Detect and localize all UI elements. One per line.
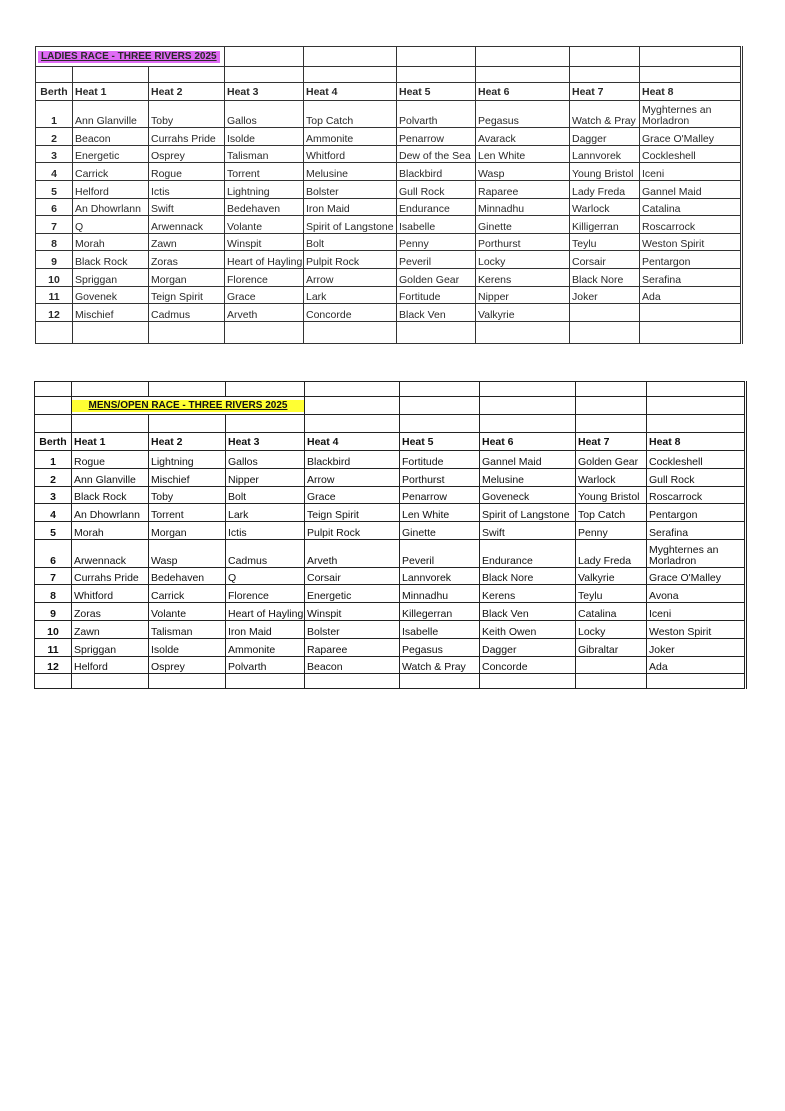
boat-name-cell: Ann Glanville <box>73 101 149 128</box>
boat-name-cell: Len White <box>400 504 480 522</box>
berth-number: 7 <box>36 216 73 234</box>
boat-name-cell: Pulpit Rock <box>304 251 397 269</box>
boat-name-cell: Kerens <box>480 585 576 603</box>
boat-name-cell: Morgan <box>149 522 226 540</box>
boat-name-cell: Isabelle <box>400 620 480 638</box>
boat-name-cell: Arwennack <box>72 539 149 567</box>
berth-number: 6 <box>36 198 73 216</box>
boat-name-cell: Ammonite <box>304 128 397 146</box>
boat-name-cell: Endurance <box>397 198 476 216</box>
boat-name-cell: Heart of Hayling <box>226 603 305 621</box>
column-header: Heat 4 <box>304 83 397 101</box>
boat-name-cell: Lightning <box>225 181 304 199</box>
boat-name-cell: Isabelle <box>397 216 476 234</box>
berth-number: 3 <box>36 145 73 163</box>
boat-name-cell: Bedehaven <box>225 198 304 216</box>
boat-name-cell: Teylu <box>570 233 640 251</box>
boat-name-cell: Spirit of Langstone <box>480 504 576 522</box>
table-row <box>35 504 746 522</box>
table-row <box>36 145 742 163</box>
berth-number: 3 <box>35 486 72 504</box>
boat-name-cell: Helford <box>72 656 149 674</box>
boat-name-cell: Locky <box>576 620 647 638</box>
boat-name-cell: Morah <box>72 522 149 540</box>
boat-name-cell: Florence <box>225 269 304 287</box>
boat-name-cell: Currahs Pride <box>72 567 149 585</box>
boat-name-cell: Currahs Pride <box>149 128 225 146</box>
boat-name-cell: Roscarrock <box>640 216 742 234</box>
table-row <box>35 539 746 567</box>
table-row <box>35 638 746 656</box>
ladies-race-table <box>35 46 743 344</box>
boat-name-cell: Whitford <box>304 145 397 163</box>
boat-name-cell: Ada <box>647 656 746 674</box>
table-row <box>35 620 746 638</box>
boat-name-cell: Watch & Pray <box>570 101 640 128</box>
mens-race-table <box>34 381 747 689</box>
boat-name-cell: Zoras <box>72 603 149 621</box>
boat-name-cell: Florence <box>226 585 305 603</box>
boat-name-cell: Grace <box>225 286 304 304</box>
boat-name-cell: Kerens <box>476 269 570 287</box>
berth-number: 5 <box>36 181 73 199</box>
boat-name-cell: Talisman <box>225 145 304 163</box>
boat-name-cell: Watch & Pray <box>400 656 480 674</box>
berth-number: 2 <box>35 468 72 486</box>
mens-title-cell <box>72 397 305 415</box>
boat-name-cell: Corsair <box>305 567 400 585</box>
boat-name-cell: Goveneck <box>480 486 576 504</box>
boat-name-cell: Peveril <box>400 539 480 567</box>
boat-name-cell: Bolster <box>304 181 397 199</box>
column-header: Heat 5 <box>400 433 480 451</box>
table-row <box>35 585 746 603</box>
boat-name-cell: Carrick <box>149 585 226 603</box>
boat-name-cell: Govenek <box>73 286 149 304</box>
boat-name-cell: Torrent <box>225 163 304 181</box>
table-row <box>35 656 746 674</box>
boat-name-cell: Penny <box>397 233 476 251</box>
column-header: Heat 7 <box>570 83 640 101</box>
boat-name-cell <box>570 304 640 322</box>
boat-name-cell: Lannvorek <box>570 145 640 163</box>
berth-number: 7 <box>35 567 72 585</box>
boat-name-cell: Morah <box>73 233 149 251</box>
boat-name-cell: Porthurst <box>476 233 570 251</box>
boat-name-cell: Lannvorek <box>400 567 480 585</box>
boat-name-cell: Raparee <box>476 181 570 199</box>
boat-name-cell: Weston Spirit <box>640 233 742 251</box>
berth-number: 10 <box>35 620 72 638</box>
boat-name-cell: Lady Freda <box>576 539 647 567</box>
boat-name-cell: Volante <box>149 603 226 621</box>
boat-name-cell: Golden Gear <box>576 451 647 469</box>
boat-name-cell: Dew of the Sea <box>397 145 476 163</box>
berth-number: 12 <box>36 304 73 322</box>
boat-name-cell: Valkyrie <box>476 304 570 322</box>
berth-number: 11 <box>35 638 72 656</box>
boat-name-cell: Killigerran <box>570 216 640 234</box>
boat-name-cell: Arveth <box>225 304 304 322</box>
boat-name-cell: Gull Rock <box>397 181 476 199</box>
table-row <box>36 198 742 216</box>
boat-name-cell: Zoras <box>149 251 225 269</box>
boat-name-cell: Ginette <box>400 522 480 540</box>
boat-name-cell: Warlock <box>576 468 647 486</box>
boat-name-cell: Concorde <box>480 656 576 674</box>
boat-name-cell: Teign Spirit <box>149 286 225 304</box>
boat-name-cell: Iceni <box>640 163 742 181</box>
boat-name-cell: Beacon <box>73 128 149 146</box>
boat-name-cell: Arrow <box>304 269 397 287</box>
boat-name-cell: Osprey <box>149 656 226 674</box>
table-row <box>36 233 742 251</box>
boat-name-cell: Teylu <box>576 585 647 603</box>
boat-name-cell: Concorde <box>304 304 397 322</box>
boat-name-cell: Cadmus <box>149 304 225 322</box>
ladies-table-body <box>36 83 742 322</box>
boat-name-cell: Avarack <box>476 128 570 146</box>
boat-name-cell: Bolster <box>305 620 400 638</box>
boat-name-cell: Weston Spirit <box>647 620 746 638</box>
boat-name-cell: Zawn <box>72 620 149 638</box>
boat-name-cell: Gallos <box>225 101 304 128</box>
boat-name-cell: Gibraltar <box>576 638 647 656</box>
boat-name-cell: Lightning <box>149 451 226 469</box>
boat-name-cell: Valkyrie <box>576 567 647 585</box>
berth-number: 2 <box>36 128 73 146</box>
boat-name-cell: Ginette <box>476 216 570 234</box>
boat-name-cell: Gull Rock <box>647 468 746 486</box>
boat-name-cell: Pegasus <box>476 101 570 128</box>
boat-name-cell: Blackbird <box>397 163 476 181</box>
boat-name-cell: Young Bristol <box>570 163 640 181</box>
boat-name-cell: Isolde <box>225 128 304 146</box>
boat-name-cell: Arveth <box>305 539 400 567</box>
table-row <box>36 216 742 234</box>
boat-name-cell: Helford <box>73 181 149 199</box>
boat-name-cell: Pentargon <box>647 504 746 522</box>
boat-name-cell: Ann Glanville <box>72 468 149 486</box>
ladies-header-row <box>36 83 742 101</box>
boat-name-cell: Black Ven <box>480 603 576 621</box>
boat-name-cell: Toby <box>149 101 225 128</box>
column-header: Heat 8 <box>647 433 746 451</box>
boat-name-cell: Winspit <box>305 603 400 621</box>
boat-name-cell: Pentargon <box>640 251 742 269</box>
boat-name-cell: Iron Maid <box>304 198 397 216</box>
boat-name-cell: Iceni <box>647 603 746 621</box>
boat-name-cell: Catalina <box>640 198 742 216</box>
boat-name-cell: Peveril <box>397 251 476 269</box>
boat-name-cell: Joker <box>570 286 640 304</box>
boat-name-cell: Wasp <box>476 163 570 181</box>
boat-name-cell: Minnadhu <box>476 198 570 216</box>
boat-name-cell: Swift <box>480 522 576 540</box>
boat-name-cell: Grace O'Malley <box>647 567 746 585</box>
boat-name-cell: Roscarrock <box>647 486 746 504</box>
berth-number: 8 <box>35 585 72 603</box>
boat-name-cell: Porthurst <box>400 468 480 486</box>
boat-name-cell: Minnadhu <box>400 585 480 603</box>
boat-name-cell: Catalina <box>576 603 647 621</box>
boat-name-cell: Lark <box>304 286 397 304</box>
boat-name-cell: Locky <box>476 251 570 269</box>
boat-name-cell: Myghternes an Morladron <box>640 101 742 128</box>
boat-name-cell: Blackbird <box>305 451 400 469</box>
table-row <box>36 128 742 146</box>
boat-name-cell: Black Ven <box>397 304 476 322</box>
column-header: Heat 5 <box>397 83 476 101</box>
column-header: Heat 1 <box>72 433 149 451</box>
boat-name-cell: Nipper <box>226 468 305 486</box>
boat-name-cell: Fortitude <box>400 451 480 469</box>
boat-name-cell: Melusine <box>304 163 397 181</box>
berth-number: 10 <box>36 269 73 287</box>
boat-name-cell: Pegasus <box>400 638 480 656</box>
boat-name-cell: Swift <box>149 198 225 216</box>
berth-number: 1 <box>35 451 72 469</box>
column-header: Heat 6 <box>480 433 576 451</box>
boat-name-cell: Energetic <box>305 585 400 603</box>
boat-name-cell: Gannel Maid <box>480 451 576 469</box>
column-header: Heat 2 <box>149 433 226 451</box>
boat-name-cell: Gannel Maid <box>640 181 742 199</box>
berth-number: 4 <box>35 504 72 522</box>
boat-name-cell: Iron Maid <box>226 620 305 638</box>
boat-name-cell: Black Rock <box>72 486 149 504</box>
boat-name-cell: Dagger <box>570 128 640 146</box>
boat-name-cell: Arwennack <box>149 216 225 234</box>
boat-name-cell: Cockleshell <box>647 451 746 469</box>
boat-name-cell: Morgan <box>149 269 225 287</box>
column-header: Heat 3 <box>225 83 304 101</box>
boat-name-cell: Endurance <box>480 539 576 567</box>
boat-name-cell: Mischief <box>73 304 149 322</box>
boat-name-cell: Joker <box>647 638 746 656</box>
boat-name-cell: Myghternes an Morladron <box>647 539 746 567</box>
table-row <box>36 269 742 287</box>
boat-name-cell: Penny <box>576 522 647 540</box>
mens-table-body <box>35 433 746 674</box>
table-row <box>35 486 746 504</box>
berth-number: 1 <box>36 101 73 128</box>
column-header: Heat 4 <box>305 433 400 451</box>
table-row <box>36 304 742 322</box>
boat-name-cell: Serafina <box>640 269 742 287</box>
table-row <box>36 181 742 199</box>
boat-name-cell: Grace O'Malley <box>640 128 742 146</box>
boat-name-cell: Warlock <box>570 198 640 216</box>
boat-name-cell: Lady Freda <box>570 181 640 199</box>
boat-name-cell: Fortitude <box>397 286 476 304</box>
berth-number: 4 <box>36 163 73 181</box>
table-row <box>35 522 746 540</box>
boat-name-cell: Heart of Hayling <box>225 251 304 269</box>
boat-name-cell: Nipper <box>476 286 570 304</box>
boat-name-cell: Black Nore <box>570 269 640 287</box>
boat-name-cell: Corsair <box>570 251 640 269</box>
column-header: Heat 7 <box>576 433 647 451</box>
boat-name-cell: Energetic <box>73 145 149 163</box>
column-header: Berth <box>35 433 72 451</box>
table-row <box>36 101 742 128</box>
boat-name-cell: Cadmus <box>226 539 305 567</box>
boat-name-cell: Mischief <box>149 468 226 486</box>
boat-name-cell: Keith Owen <box>480 620 576 638</box>
boat-name-cell: Bedehaven <box>149 567 226 585</box>
boat-name-cell: Volante <box>225 216 304 234</box>
boat-name-cell: Whitford <box>72 585 149 603</box>
boat-name-cell: Rogue <box>72 451 149 469</box>
boat-name-cell: Pulpit Rock <box>305 522 400 540</box>
boat-name-cell: Spriggan <box>72 638 149 656</box>
boat-name-cell: Grace <box>305 486 400 504</box>
boat-name-cell: Ictis <box>149 181 225 199</box>
berth-number: 9 <box>36 251 73 269</box>
table-row <box>35 451 746 469</box>
berth-number: 12 <box>35 656 72 674</box>
boat-name-cell: Q <box>226 567 305 585</box>
boat-name-cell: Torrent <box>149 504 226 522</box>
boat-name-cell: Osprey <box>149 145 225 163</box>
boat-name-cell: Winspit <box>225 233 304 251</box>
boat-name-cell: Carrick <box>73 163 149 181</box>
column-header: Heat 1 <box>73 83 149 101</box>
table-row <box>36 286 742 304</box>
boat-name-cell: Gallos <box>226 451 305 469</box>
column-header: Heat 3 <box>226 433 305 451</box>
boat-name-cell: Arrow <box>305 468 400 486</box>
boat-name-cell: Serafina <box>647 522 746 540</box>
berth-number: 5 <box>35 522 72 540</box>
boat-name-cell: Black Nore <box>480 567 576 585</box>
boat-name-cell: Top Catch <box>304 101 397 128</box>
boat-name-cell: Spirit of Langstone <box>304 216 397 234</box>
boat-name-cell: Polvarth <box>397 101 476 128</box>
boat-name-cell: Bolt <box>304 233 397 251</box>
boat-name-cell: Penarrow <box>397 128 476 146</box>
boat-name-cell: Ictis <box>226 522 305 540</box>
column-header: Heat 2 <box>149 83 225 101</box>
boat-name-cell: Spriggan <box>73 269 149 287</box>
boat-name-cell: Beacon <box>305 656 400 674</box>
boat-name-cell: Melusine <box>480 468 576 486</box>
table-row <box>35 468 746 486</box>
table-row <box>35 603 746 621</box>
boat-name-cell <box>640 304 742 322</box>
boat-name-cell: Toby <box>149 486 226 504</box>
ladies-title-cell <box>36 47 225 67</box>
boat-name-cell: Ammonite <box>226 638 305 656</box>
boat-name-cell: Wasp <box>149 539 226 567</box>
boat-name-cell: An Dhowrlann <box>72 504 149 522</box>
boat-name-cell: Bolt <box>226 486 305 504</box>
boat-name-cell: Black Rock <box>73 251 149 269</box>
boat-name-cell: Young Bristol <box>576 486 647 504</box>
berth-number: 11 <box>36 286 73 304</box>
column-header: Heat 6 <box>476 83 570 101</box>
berth-number: 8 <box>36 233 73 251</box>
boat-name-cell: Golden Gear <box>397 269 476 287</box>
table-row <box>36 251 742 269</box>
mens-header-row <box>35 433 746 451</box>
boat-name-cell: Q <box>73 216 149 234</box>
table-row <box>35 567 746 585</box>
boat-name-cell: Cockleshell <box>640 145 742 163</box>
boat-name-cell: Zawn <box>149 233 225 251</box>
boat-name-cell: Rogue <box>149 163 225 181</box>
boat-name-cell: Isolde <box>149 638 226 656</box>
boat-name-cell <box>576 656 647 674</box>
boat-name-cell: Lark <box>226 504 305 522</box>
boat-name-cell: Len White <box>476 145 570 163</box>
boat-name-cell: Dagger <box>480 638 576 656</box>
boat-name-cell: Teign Spirit <box>305 504 400 522</box>
boat-name-cell: An Dhowrlann <box>73 198 149 216</box>
boat-name-cell: Penarrow <box>400 486 480 504</box>
boat-name-cell: Raparee <box>305 638 400 656</box>
boat-name-cell: Polvarth <box>226 656 305 674</box>
boat-name-cell: Ada <box>640 286 742 304</box>
boat-name-cell: Top Catch <box>576 504 647 522</box>
ladies-race-title: LADIES RACE - THREE RIVERS 2025 <box>38 51 220 63</box>
column-header: Heat 8 <box>640 83 742 101</box>
mens-race-title: MENS/OPEN RACE - THREE RIVERS 2025 <box>72 400 304 412</box>
boat-name-cell: Talisman <box>149 620 226 638</box>
table-row <box>36 163 742 181</box>
boat-name-cell: Avona <box>647 585 746 603</box>
berth-number: 6 <box>35 539 72 567</box>
berth-number: 9 <box>35 603 72 621</box>
boat-name-cell: Killegerran <box>400 603 480 621</box>
column-header: Berth <box>36 83 73 101</box>
